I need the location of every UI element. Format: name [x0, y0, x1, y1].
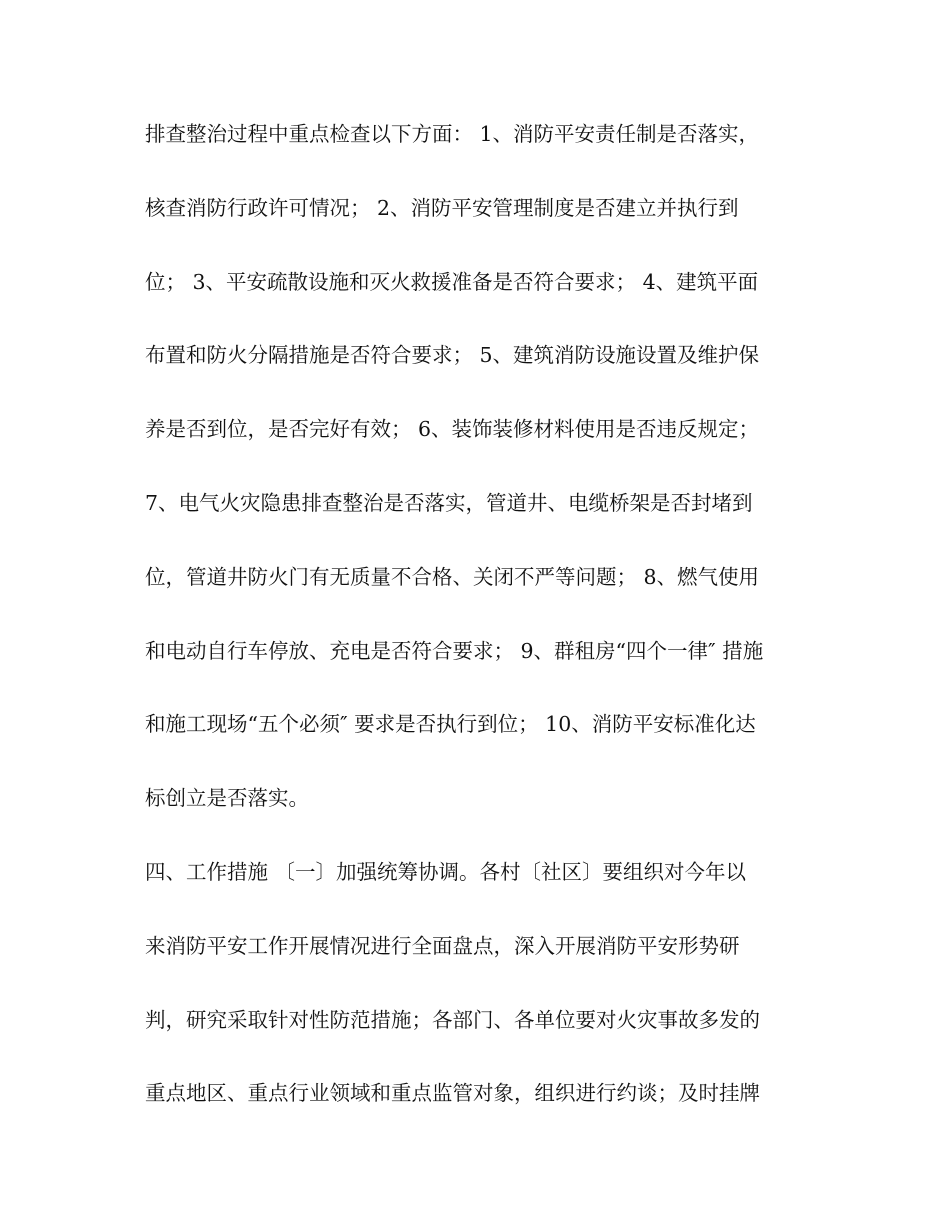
- text-line: 核查消防行政许可情况； 2、消防平安管理制度是否建立并执行到: [145, 195, 739, 220]
- body-text: [145, 122, 825, 1155]
- text-line: 位； 3、平安疏散设施和灭火救援准备是否符合要求； 4、建筑平面: [145, 269, 759, 294]
- text-line: 排查整治过程中重点检查以下方面： 1、消防平安责任制是否落实，: [145, 122, 760, 146]
- text-line: 标创立是否落实。: [145, 786, 309, 811]
- text-line: 判，研究采取针对性防范措施；各部门、各单位要对火灾事故多发的: [145, 1007, 760, 1032]
- text-line: 7、电气火灾隐患排查整治是否落实，管道井、电缆桥架是否封堵到: [145, 490, 753, 515]
- section-heading-line: 四、工作措施 〔一〕加强统筹协调。各村〔社区〕要组织对今年以: [145, 859, 747, 884]
- text-line: 布置和防火分隔措施是否符合要求； 5、建筑消防设施设置及维护保: [145, 343, 760, 368]
- text-line: 来消防平安工作开展情况进行全面盘点，深入开展消防平安形势研: [145, 933, 740, 958]
- text-line: 养是否到位，是否完好有效； 6、装饰装修材料使用是否违反规定；: [145, 417, 760, 442]
- text-line: 重点地区、重点行业领域和重点监管对象，组织进行约谈；及时挂牌: [145, 1081, 760, 1106]
- text-line: 和电动自行车停放、充电是否符合要求； 9、群租房“四个一律″ 措施: [145, 638, 764, 663]
- text-line: 位，管道井防火门有无质量不合格、关闭不严等问题； 8、燃气使用: [145, 564, 760, 589]
- text-line: 和施工现场“五个必须″ 要求是否执行到位； 10、消防平安标准化达: [145, 712, 756, 737]
